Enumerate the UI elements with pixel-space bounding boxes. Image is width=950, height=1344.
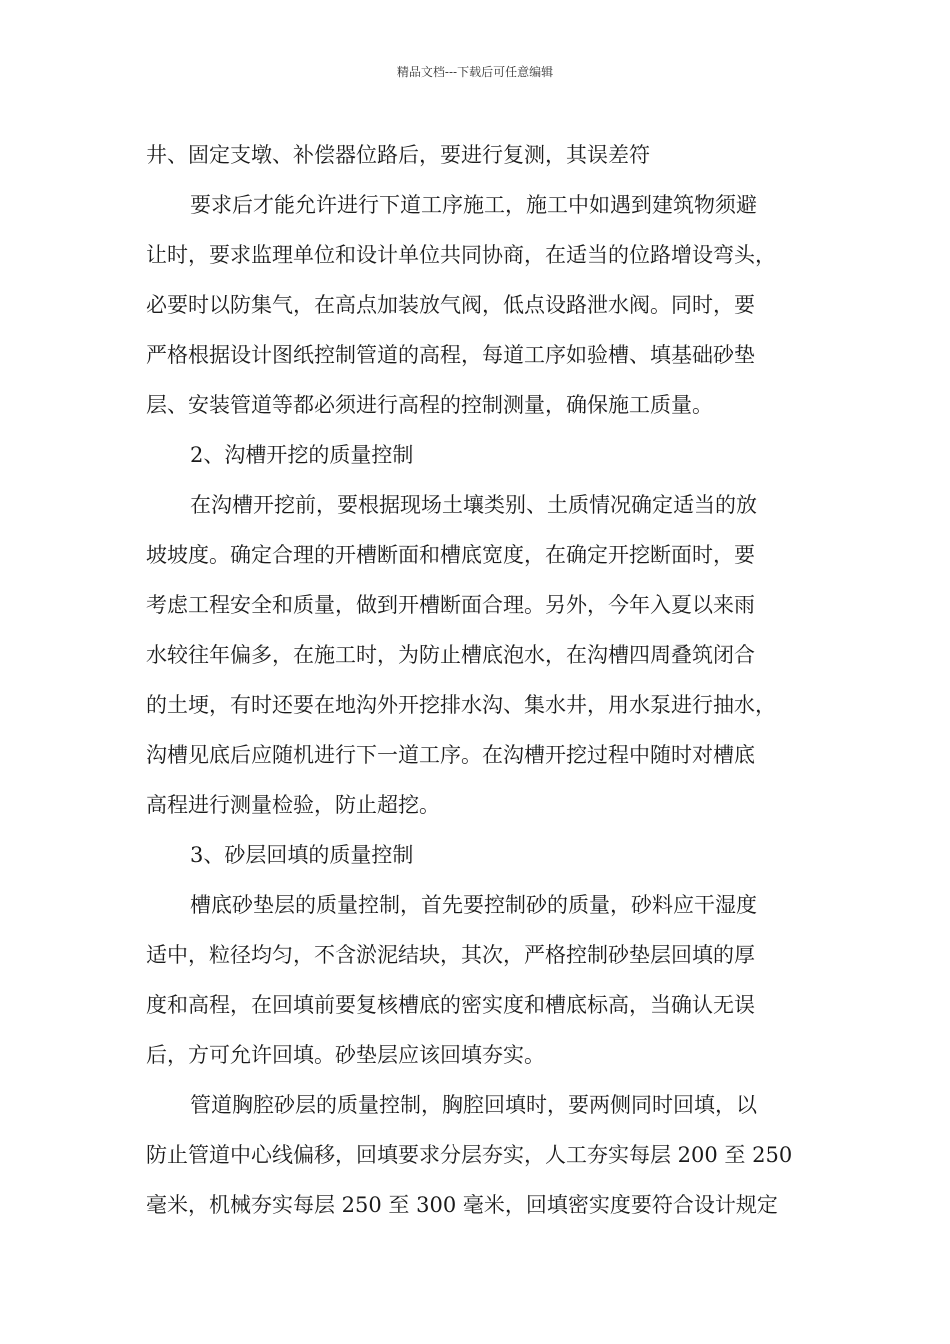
text-line: 井、固定支墩、补偿器位路后，要进行复测，其误差符 xyxy=(146,143,650,167)
text-line: 沟槽见底后应随机进行下一道工序。在沟槽开挖过程中随时对槽底 xyxy=(146,743,755,767)
text-line: 3、砂层回填的质量控制 xyxy=(190,843,414,867)
text-line: 2、沟槽开挖的质量控制 xyxy=(190,443,414,467)
text-line: 坡坡度。确定合理的开槽断面和槽底宽度，在确定开挖断面时，要 xyxy=(146,543,755,567)
text-line: 毫米，机械夯实每层 250 至 300 毫米，回填密实度要符合设计规定 xyxy=(146,1193,778,1217)
text-line: 高程进行测量检验，防止超挖。 xyxy=(146,793,440,817)
text-line: 适中，粒径均匀，不含淤泥结块，其次，严格控制砂垫层回填的厚 xyxy=(146,943,755,967)
text-line: 层、安装管道等都必须进行高程的控制测量，确保施工质量。 xyxy=(146,393,713,417)
document-body xyxy=(146,130,814,1230)
text-line: 管道胸腔砂层的质量控制，胸腔回填时，要两侧同时回填，以 xyxy=(190,1093,757,1117)
text-line: 必要时以防集气，在高点加装放气阀，低点设路泄水阀。同时，要 xyxy=(146,293,755,317)
text-line: 在沟槽开挖前，要根据现场土壤类别、土质情况确定适当的放 xyxy=(190,493,757,517)
text-line: 度和高程，在回填前要复核槽底的密实度和槽底标高，当确认无误 xyxy=(146,993,755,1017)
text-line: 槽底砂垫层的质量控制，首先要控制砂的质量，砂料应干湿度 xyxy=(190,893,757,917)
page-header: 精品文档---下载后可任意编辑 xyxy=(396,65,554,79)
text-line: 后，方可允许回填。砂垫层应该回填夯实。 xyxy=(146,1043,545,1067)
text-line: 的土埂，有时还要在地沟外开挖排水沟、集水井，用水泵进行抽水， xyxy=(146,693,776,717)
text-line: 考虑工程安全和质量，做到开槽断面合理。另外，今年入夏以来雨 xyxy=(146,593,755,617)
text-line: 要求后才能允许进行下道工序施工，施工中如遇到建筑物须避 xyxy=(190,193,757,217)
text-line: 让时，要求监理单位和设计单位共同协商，在适当的位路增设弯头， xyxy=(146,243,776,267)
text-line: 水较往年偏多，在施工时，为防止槽底泡水，在沟槽四周叠筑闭合 xyxy=(146,643,755,667)
text-line: 防止管道中心线偏移，回填要求分层夯实，人工夯实每层 200 至 250 xyxy=(146,1143,793,1167)
text-line: 严格根据设计图纸控制管道的高程，每道工序如验槽、填基础砂垫 xyxy=(146,343,755,367)
